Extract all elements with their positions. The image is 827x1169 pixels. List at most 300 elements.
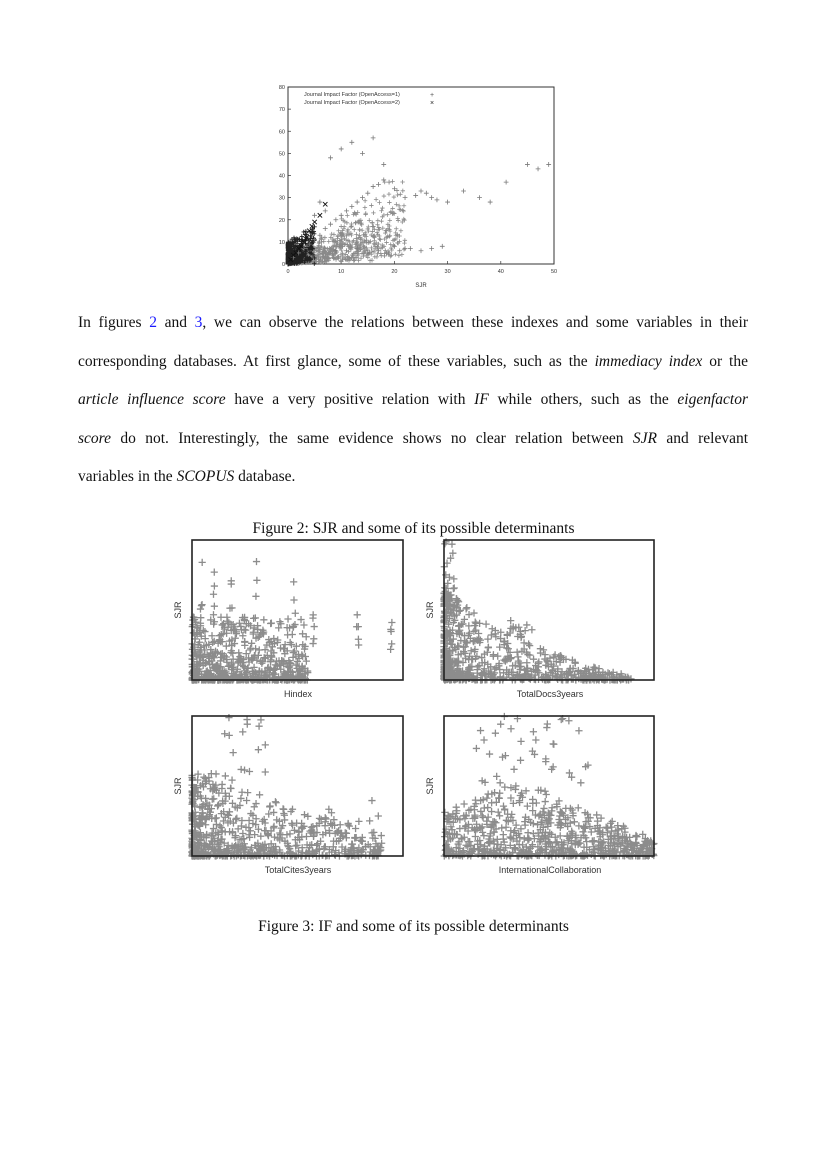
figure-2-panels bbox=[165, 537, 665, 882]
y-tick-label: 50 bbox=[278, 151, 285, 158]
scatter-point-panel-3 bbox=[219, 781, 226, 788]
scatter-point-series-1 bbox=[363, 205, 367, 209]
scatter-point-panel-1 bbox=[388, 619, 395, 626]
scatter-point-panel-3 bbox=[262, 741, 269, 748]
scatter-point-panel-4 bbox=[488, 799, 495, 806]
scatter-point-panel-1 bbox=[199, 559, 206, 566]
scatter-point-series-1 bbox=[349, 222, 353, 226]
scatter-point-panel-1 bbox=[303, 658, 310, 665]
y-tick-label: 30 bbox=[278, 195, 285, 202]
scatter-point-panel-3 bbox=[255, 746, 262, 753]
scatter-point-panel-2 bbox=[463, 604, 470, 611]
scatter-point-panel-4 bbox=[558, 716, 565, 723]
y-tick-label: 20 bbox=[278, 217, 285, 224]
scatter-point-panel-3 bbox=[304, 813, 311, 820]
text-emphasis: SJR bbox=[632, 429, 657, 447]
scatter-point-panel-1 bbox=[290, 623, 297, 630]
text-run: have a very positive relation with bbox=[225, 391, 475, 409]
text-run: and bbox=[156, 314, 195, 331]
text-run: , we can observe the relations between these indexes and some variables in their bbox=[202, 314, 748, 331]
scatter-point-panel-1 bbox=[354, 611, 361, 618]
text-run: In figures bbox=[78, 314, 150, 331]
scatter-point-series-1 bbox=[349, 204, 354, 209]
legend-label-2: Journal Impact Factor (OpenAccess=2) bbox=[304, 100, 400, 106]
scatter-point-series-1 bbox=[377, 200, 381, 204]
scatter-point-series-1 bbox=[381, 162, 386, 167]
paragraph-line-4 bbox=[78, 420, 748, 459]
scatter-point-series-1 bbox=[385, 212, 389, 216]
scatter-point-panel-2 bbox=[528, 626, 535, 633]
scatter-point-series-1 bbox=[376, 182, 381, 187]
scatter-point-panel-1 bbox=[223, 642, 230, 649]
scatter-point-panel-1 bbox=[211, 569, 218, 576]
scatter-point-panel-4 bbox=[498, 824, 505, 831]
scatter-point-series-1 bbox=[373, 255, 377, 259]
text-run: database. bbox=[234, 468, 296, 486]
scatter-point-panel-4 bbox=[496, 812, 503, 819]
scatter-point-series-1 bbox=[387, 192, 391, 196]
scatter-point-panel-4 bbox=[553, 838, 560, 845]
scatter-point-series-1 bbox=[312, 213, 317, 218]
scatter-point-panel-2 bbox=[450, 575, 457, 582]
scatter-point-series-1 bbox=[488, 200, 493, 205]
scatter-point-series-1 bbox=[366, 225, 370, 229]
scatter-point-panel-2 bbox=[505, 645, 512, 652]
scatter-point-panel-2 bbox=[496, 666, 503, 673]
scatter-point-panel-1 bbox=[284, 615, 291, 622]
panel-1-xlabel: Hindex bbox=[283, 689, 313, 699]
x-tick-label: 0 bbox=[286, 269, 290, 275]
scatter-point-panel-2 bbox=[484, 636, 491, 643]
scatter-point-panel-4 bbox=[471, 815, 478, 822]
scatter-point-panel-4 bbox=[541, 788, 548, 795]
scatter-point-panel-3 bbox=[215, 801, 222, 808]
scatter-point-panel-1 bbox=[252, 614, 259, 621]
scatter-point-panel-3 bbox=[230, 749, 237, 756]
text-run: variables in the bbox=[78, 468, 177, 486]
scatter-point-series-1 bbox=[401, 208, 405, 212]
scatter-point-panel-4 bbox=[501, 784, 508, 791]
scatter-point-panel-1 bbox=[387, 646, 394, 653]
scatter-point-series-1 bbox=[477, 195, 482, 200]
scatter-point-series-2 bbox=[318, 213, 322, 217]
scatter-point-series-2 bbox=[312, 220, 316, 224]
text-run: corresponding databases. At first glance, some of these variables, such as the bbox=[78, 352, 595, 370]
scatter-point-panel-3 bbox=[244, 721, 251, 728]
scatter-point-series-1 bbox=[387, 180, 392, 185]
scatter-point-panel-4 bbox=[507, 784, 514, 791]
scatter-point-series-1 bbox=[399, 229, 403, 233]
scatter-point-series-1 bbox=[394, 227, 398, 231]
scatter-point-panel-4 bbox=[495, 808, 502, 815]
figure-1-scatter bbox=[270, 82, 570, 292]
scatter-point-panel-4 bbox=[603, 824, 610, 831]
scatter-point-panel-1 bbox=[309, 640, 316, 647]
scatter-point-panel-1 bbox=[289, 631, 296, 638]
scatter-point-panel-4 bbox=[540, 805, 547, 812]
scatter-point-panel-3 bbox=[257, 716, 264, 723]
scatter-point-panel-3 bbox=[222, 772, 229, 779]
scatter-point-series-1 bbox=[363, 199, 367, 203]
scatter-point-series-1 bbox=[435, 197, 440, 202]
y-tick-label: 70 bbox=[278, 107, 285, 114]
scatter-point-series-1 bbox=[429, 195, 434, 200]
scatter-point-series-1 bbox=[400, 252, 404, 256]
scatter-point-series-1 bbox=[413, 193, 418, 198]
scatter-point-panel-4 bbox=[473, 745, 480, 752]
scatter-point-panel-2 bbox=[497, 629, 504, 636]
scatter-point-panel-3 bbox=[221, 730, 228, 737]
scatter-point-series-1 bbox=[378, 237, 382, 241]
scatter-point-panel-4 bbox=[565, 717, 572, 724]
scatter-point-series-1 bbox=[536, 166, 541, 171]
scatter-point-series-1 bbox=[381, 178, 386, 183]
scatter-point-panel-1 bbox=[210, 591, 217, 598]
scatter-point-panel-4 bbox=[479, 812, 486, 819]
scatter-point-series-1 bbox=[391, 243, 395, 247]
scatter-point-series-1 bbox=[345, 221, 349, 225]
figure-1-xlabel: SJR bbox=[415, 283, 427, 289]
scatter-point-panel-4 bbox=[530, 728, 537, 735]
scatter-point-series-1 bbox=[366, 227, 370, 231]
scatter-point-panel-3 bbox=[228, 777, 235, 784]
scatter-point-panel-4 bbox=[493, 773, 500, 780]
scatter-point-panel-3 bbox=[280, 810, 287, 817]
scatter-point-series-1 bbox=[387, 200, 391, 204]
scatter-point-series-1 bbox=[379, 251, 383, 255]
scatter-point-series-1 bbox=[344, 209, 349, 214]
scatter-point-panel-3 bbox=[270, 809, 277, 816]
scatter-point-panel-3 bbox=[272, 798, 279, 805]
scatter-point-panel-3 bbox=[370, 829, 377, 836]
y-tick-label: 40 bbox=[278, 173, 285, 180]
panel-2-xlabel: TotalDocs3years bbox=[516, 689, 584, 699]
scatter-point-panel-1 bbox=[311, 623, 318, 630]
scatter-point-series-1 bbox=[355, 200, 360, 205]
scatter-point-panel-4 bbox=[525, 835, 532, 842]
scatter-point-panel-3 bbox=[355, 818, 362, 825]
scatter-point-panel-3 bbox=[265, 810, 272, 817]
scatter-point-panel-3 bbox=[239, 728, 246, 735]
text-emphasis: eigenfactor bbox=[677, 391, 748, 409]
scatter-point-panel-4 bbox=[484, 804, 491, 811]
scatter-point-panel-3 bbox=[368, 797, 375, 804]
scatter-point-panel-3 bbox=[225, 812, 232, 819]
scatter-point-series-1 bbox=[396, 216, 400, 220]
text-emphasis: score bbox=[78, 429, 111, 447]
scatter-point-series-1 bbox=[381, 226, 385, 230]
scatter-point-panel-3 bbox=[226, 732, 233, 739]
scatter-point-panel-3 bbox=[212, 770, 219, 777]
scatter-point-panel-3 bbox=[352, 825, 359, 832]
scatter-point-panel-3 bbox=[238, 789, 245, 796]
scatter-point-panel-3 bbox=[246, 768, 253, 775]
scatter-point-panel-4 bbox=[497, 779, 504, 786]
scatter-point-series-1 bbox=[398, 192, 402, 196]
scatter-point-panel-2 bbox=[523, 659, 530, 666]
scatter-point-panel-4 bbox=[507, 725, 514, 732]
scatter-point-panel-4 bbox=[517, 738, 524, 745]
y-tick-label: 80 bbox=[278, 85, 285, 91]
scatter-point-panel-4 bbox=[517, 757, 524, 764]
scatter-point-series-1 bbox=[402, 204, 406, 208]
scatter-point-panel-1 bbox=[290, 596, 297, 603]
scatter-point-panel-1 bbox=[217, 614, 224, 621]
scatter-point-series-1 bbox=[380, 206, 384, 210]
scatter-point-panel-4 bbox=[542, 798, 549, 805]
scatter-point-panel-1 bbox=[253, 577, 260, 584]
scatter-point-panel-1 bbox=[355, 636, 362, 643]
scatter-point-panel-3 bbox=[251, 803, 258, 810]
body-paragraph bbox=[78, 304, 748, 497]
scatter-point-series-1 bbox=[368, 258, 372, 262]
scatter-point-series-1 bbox=[360, 195, 365, 200]
scatter-point-panel-4 bbox=[550, 740, 557, 747]
scatter-point-panel-1 bbox=[252, 593, 259, 600]
figure-2-link[interactable]: 2 bbox=[149, 314, 157, 331]
scatter-point-panel-4 bbox=[577, 779, 584, 786]
scatter-point-series-1 bbox=[504, 180, 509, 185]
scatter-point-panel-3 bbox=[257, 833, 264, 840]
figure-1-frame bbox=[288, 87, 554, 264]
scatter-point-series-1 bbox=[371, 135, 376, 140]
scatter-point-panel-1 bbox=[211, 582, 218, 589]
scatter-point-series-1 bbox=[379, 219, 383, 223]
scatter-point-series-1 bbox=[354, 232, 358, 236]
scatter-point-series-1 bbox=[352, 258, 356, 262]
scatter-point-series-1 bbox=[419, 189, 424, 194]
scatter-point-panel-3 bbox=[262, 768, 269, 775]
scatter-point-panel-3 bbox=[273, 799, 280, 806]
text-run: while others, such as the bbox=[488, 391, 678, 409]
scatter-point-series-1 bbox=[328, 222, 333, 227]
scatter-point-panel-4 bbox=[575, 727, 582, 734]
scatter-point-series-1 bbox=[328, 155, 333, 160]
y-tick-label: 10 bbox=[278, 239, 285, 246]
scatter-point-series-1 bbox=[345, 213, 349, 217]
scatter-point-series-1 bbox=[376, 218, 380, 222]
panel-2-ylabel: SJR bbox=[425, 601, 435, 619]
scatter-point-panel-2 bbox=[482, 620, 489, 627]
scatter-point-panel-1 bbox=[292, 610, 299, 617]
scatter-point-series-1 bbox=[395, 193, 399, 197]
scatter-point-series-1 bbox=[402, 247, 406, 251]
figure-2-svg bbox=[165, 537, 665, 882]
scatter-point-series-1 bbox=[396, 218, 400, 222]
scatter-point-series-1 bbox=[379, 209, 383, 213]
panel-4-xlabel: InternationalCollaboration bbox=[498, 865, 602, 875]
scatter-point-panel-4 bbox=[492, 730, 499, 737]
scatter-point-series-1 bbox=[424, 191, 429, 196]
scatter-point-panel-2 bbox=[485, 644, 492, 651]
scatter-point-panel-4 bbox=[483, 794, 490, 801]
scatter-point-panel-2 bbox=[514, 649, 521, 656]
x-tick-label: 50 bbox=[550, 269, 558, 275]
scatter-point-series-1 bbox=[445, 200, 450, 205]
scatter-point-panel-3 bbox=[225, 714, 232, 721]
scatter-point-panel-1 bbox=[228, 580, 235, 587]
scatter-point-series-1 bbox=[388, 218, 392, 222]
scatter-point-panel-3 bbox=[261, 816, 268, 823]
scatter-point-panel-1 bbox=[388, 640, 395, 647]
panel-3-ylabel: SJR bbox=[173, 777, 183, 795]
panel-4-ylabel: SJR bbox=[425, 777, 435, 795]
scatter-point-series-1 bbox=[382, 180, 386, 184]
scatter-point-panel-3 bbox=[299, 825, 306, 832]
scatter-point-panel-3 bbox=[378, 832, 385, 839]
scatter-point-panel-1 bbox=[268, 620, 275, 627]
scatter-point-panel-1 bbox=[253, 558, 260, 565]
scatter-point-series-1 bbox=[352, 227, 356, 231]
scatter-point-series-1 bbox=[408, 246, 413, 251]
scatter-point-panel-2 bbox=[470, 609, 477, 616]
scatter-point-series-1 bbox=[429, 246, 434, 251]
y-tick-label: 0 bbox=[281, 262, 285, 268]
paragraph-line-2 bbox=[78, 343, 748, 382]
scatter-point-panel-4 bbox=[532, 736, 539, 743]
paragraph-line-5 bbox=[78, 458, 748, 497]
scatter-point-series-1 bbox=[339, 213, 344, 218]
scatter-point-series-1 bbox=[403, 246, 408, 251]
scatter-point-panel-2 bbox=[494, 653, 501, 660]
scatter-point-series-1 bbox=[323, 209, 328, 214]
scatter-point-series-1 bbox=[371, 184, 376, 189]
scatter-point-panel-2 bbox=[525, 640, 532, 647]
scatter-point-panel-3 bbox=[366, 817, 373, 824]
scatter-point-panel-2 bbox=[522, 627, 529, 634]
scatter-point-panel-4 bbox=[480, 832, 487, 839]
scatter-point-series-1 bbox=[419, 248, 424, 253]
scatter-point-series-1 bbox=[390, 179, 394, 183]
scatter-point-panel-4 bbox=[544, 720, 551, 727]
scatter-point-series-1 bbox=[357, 233, 361, 237]
paragraph-line-1 bbox=[78, 304, 748, 343]
scatter-point-panel-3 bbox=[255, 723, 262, 730]
scatter-point-panel-2 bbox=[507, 617, 514, 624]
scatter-point-panel-2 bbox=[451, 584, 458, 591]
scatter-point-series-1 bbox=[401, 189, 405, 193]
x-tick-label: 10 bbox=[338, 269, 345, 275]
scatter-point-series-1 bbox=[336, 234, 340, 238]
scatter-point-panel-4 bbox=[486, 750, 493, 757]
figure-3-link[interactable]: 3 bbox=[194, 314, 203, 331]
scatter-point-panel-4 bbox=[488, 808, 495, 815]
scatter-point-series-1 bbox=[367, 218, 371, 222]
scatter-point-panel-4 bbox=[472, 796, 479, 803]
scatter-point-series-1 bbox=[403, 195, 408, 200]
scatter-point-series-1 bbox=[339, 147, 344, 152]
text-emphasis: IF bbox=[474, 391, 489, 409]
scatter-point-series-1 bbox=[349, 225, 353, 229]
panel-1-ylabel: SJR bbox=[173, 601, 183, 619]
scatter-point-panel-4 bbox=[461, 800, 468, 807]
scatter-point-panel-4 bbox=[557, 832, 564, 839]
legend-label-1: Journal Impact Factor (OpenAccess=1) bbox=[304, 92, 400, 98]
scatter-point-panel-3 bbox=[303, 833, 310, 840]
scatter-point-panel-1 bbox=[197, 605, 204, 612]
text-run: and relevant bbox=[657, 429, 749, 447]
scatter-point-panel-3 bbox=[256, 791, 263, 798]
scatter-point-panel-4 bbox=[562, 805, 569, 812]
scatter-point-panel-1 bbox=[209, 639, 216, 646]
scatter-point-panel-1 bbox=[355, 623, 362, 630]
legend-marker-2: × bbox=[430, 100, 435, 107]
scatter-point-panel-4 bbox=[497, 721, 504, 728]
scatter-point-series-1 bbox=[323, 226, 328, 231]
scatter-point-panel-3 bbox=[241, 766, 248, 773]
x-tick-label: 40 bbox=[497, 269, 504, 275]
scatter-point-series-1 bbox=[370, 258, 374, 262]
scatter-point-panel-3 bbox=[288, 820, 295, 827]
scatter-point-series-1 bbox=[318, 200, 323, 205]
figure-3-caption: Figure 3: IF and some of its possible determinants bbox=[258, 918, 569, 935]
scatter-point-series-1 bbox=[382, 194, 386, 198]
scatter-point-panel-1 bbox=[260, 616, 267, 623]
text-emphasis: article influence score bbox=[78, 391, 226, 409]
scatter-point-panel-4 bbox=[510, 766, 517, 773]
scatter-point-panel-1 bbox=[241, 638, 248, 645]
x-tick-label: 20 bbox=[391, 269, 398, 275]
scatter-point-series-1 bbox=[333, 217, 338, 222]
scatter-point-panel-4 bbox=[543, 791, 550, 798]
scatter-point-panel-3 bbox=[301, 811, 308, 818]
scatter-point-panel-1 bbox=[290, 578, 297, 585]
scatter-point-series-1 bbox=[389, 253, 393, 257]
scatter-point-series-1 bbox=[365, 191, 370, 196]
text-run: do not. Interestingly, the same evidence shows no clear relation between bbox=[111, 429, 633, 447]
scatter-point-series-1 bbox=[546, 162, 551, 167]
scatter-point-panel-3 bbox=[343, 834, 350, 841]
scatter-point-series-1 bbox=[371, 211, 375, 215]
figure-2-caption: Figure 2: SJR and some of its possible determinants bbox=[252, 520, 575, 537]
scatter-point-series-1 bbox=[525, 162, 530, 167]
scatter-point-series-1 bbox=[440, 244, 445, 249]
scatter-point-panel-3 bbox=[330, 816, 337, 823]
scatter-point-panel-3 bbox=[267, 802, 274, 809]
scatter-point-series-1 bbox=[369, 203, 373, 207]
scatter-point-panel-1 bbox=[201, 628, 208, 635]
scatter-point-series-1 bbox=[354, 236, 358, 240]
scatter-point-series-1 bbox=[461, 189, 466, 194]
scatter-point-series-2 bbox=[323, 202, 327, 206]
scatter-point-panel-2 bbox=[472, 618, 479, 625]
scatter-point-series-1 bbox=[330, 232, 334, 236]
scatter-point-panel-4 bbox=[512, 782, 519, 789]
text-emphasis: immediacy index bbox=[594, 352, 703, 370]
scatter-point-panel-4 bbox=[513, 822, 520, 829]
scatter-point-panel-4 bbox=[485, 839, 492, 846]
scatter-point-panel-1 bbox=[211, 603, 218, 610]
scatter-point-panel-3 bbox=[344, 821, 351, 828]
figure-1-svg bbox=[270, 82, 570, 292]
panel-3-xlabel: TotalCites3years bbox=[264, 865, 332, 875]
scatter-point-panel-4 bbox=[632, 832, 639, 839]
scatter-point-series-1 bbox=[360, 151, 365, 156]
legend-marker-1: + bbox=[430, 92, 435, 99]
scatter-point-panel-3 bbox=[239, 830, 246, 837]
scatter-point-panel-4 bbox=[571, 818, 578, 825]
scatter-point-series-1 bbox=[332, 232, 336, 236]
scatter-point-panel-4 bbox=[480, 736, 487, 743]
scatter-point-series-1 bbox=[358, 228, 362, 232]
scatter-point-panel-1 bbox=[250, 664, 257, 671]
scatter-point-panel-4 bbox=[477, 727, 484, 734]
scatter-point-series-1 bbox=[392, 195, 396, 199]
y-tick-label: 60 bbox=[278, 129, 285, 136]
text-emphasis: SCOPUS bbox=[176, 468, 235, 486]
scatter-point-series-1 bbox=[397, 248, 402, 253]
scatter-point-panel-3 bbox=[375, 812, 382, 819]
